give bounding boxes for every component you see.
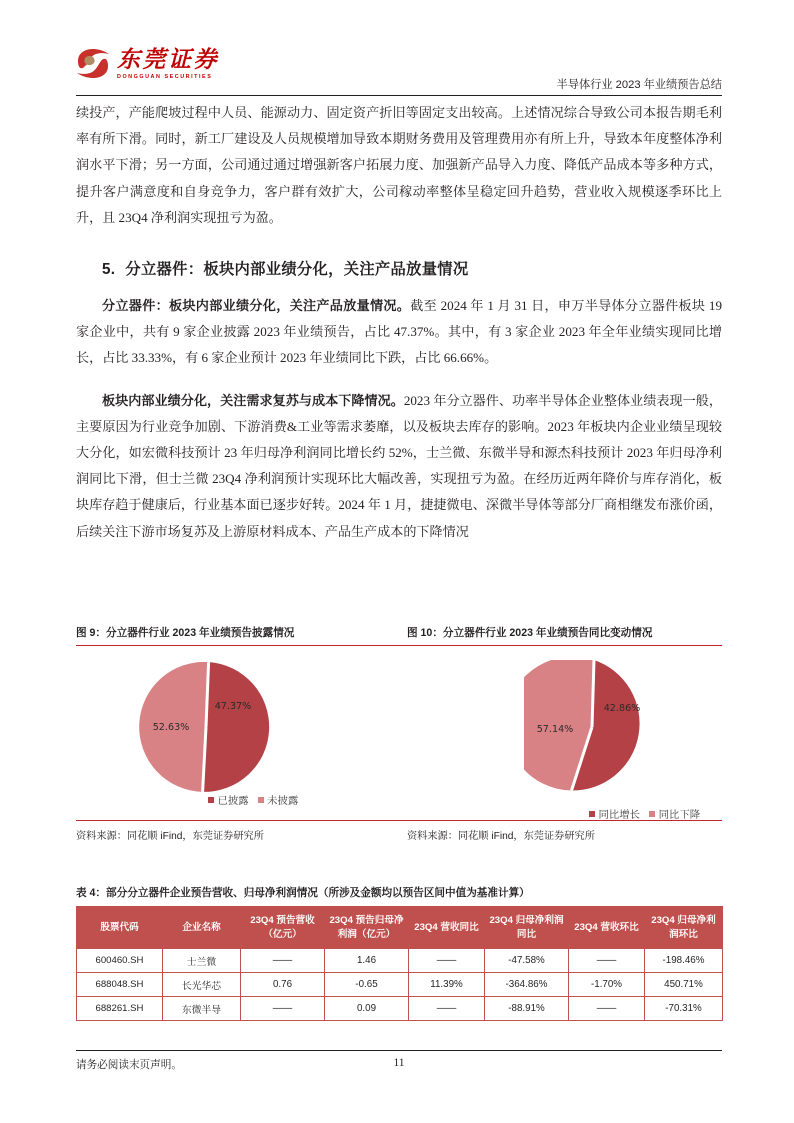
paragraph-2-lead: 分立器件：板块内部业绩分化，关注产品放量情况。 [102,298,411,314]
paragraph-2 [76,293,722,372]
cell-company-name: 东微半导 [163,997,241,1021]
logo-english-text: DONGGUAN SECURITIES [117,74,213,80]
table-row [77,973,723,997]
col-revenue-yoy: 23Q4 营收同比 [409,907,485,949]
paragraph-3-rest: 2023 年分立器件、功率半导体企业整体业绩表现一般，主要原因为行业竞争加剧、下游消费&工业等需求萎靡，以及板块去库存的影响。2023 年板块内企业业绩呈现较大分化，如宏微科技预计 23 年归母净利润同比增长约 52%，士兰微、东微半导和源杰科技预计 2023 年归母净利润同比下滑，但士兰微 23Q4 净利润预计实现环比大幅改善，实现扭亏为盈。在经历近两年降价与库存消化，板块库存趋于健康后，行业基本面已逐步好转。2024 年 1 月，捷捷微电、深微半导体等部分厂商相继发布涨价函，后续关注下游市场复苏及上游原材料成本、产品生产成本的下降情况 [76,392,722,539]
footer-disclaimer: 请务必阅读末页声明。 [76,1059,182,1071]
page-number: 11 [393,1057,405,1069]
pie-chart-9-svg [138,662,274,792]
legend-label-disclosed: 已披露 [217,796,249,807]
table-caption: 表 4：部分分立器件企业预告营收、归母净利润情况（所涉及金额均以预告区间中值为基准计算） [76,887,530,899]
col-revenue-qoq: 23Q4 营收环比 [569,907,645,949]
footer-content [76,1051,722,1077]
cell-net-profit-qoq: -70.31% [645,997,723,1021]
section-heading [76,257,722,279]
pie-chart-10-svg [524,660,660,794]
cell-revenue-yoy: 11.39% [409,973,485,997]
table-header-row [77,907,723,949]
cell-revenue-forecast: —— [241,997,325,1021]
figure-9-source: 资料来源：同花顺 iFind，东莞证券研究所 [76,831,264,842]
legend-label-undisclosed: 未披露 [267,796,299,807]
pie-9-label-undisclosed: 52.63% [152,722,190,733]
table-row [77,997,723,1021]
pie-chart-9 [138,662,274,797]
table-row [77,949,723,973]
pie-10-label-increase: 42.86% [603,703,641,714]
figure-9-cell [76,646,399,822]
legend-item-disclosed [208,792,249,807]
cell-revenue-qoq: -1.70% [569,973,645,997]
cell-revenue-qoq: —— [569,997,645,1021]
logo-swoosh-icon [76,48,110,79]
figure-9-caption: 图 9：分立器件行业 2023 年业绩预告披露情况 [76,627,295,639]
table-head [77,907,723,949]
legend-swatch-decrease [649,811,655,817]
paragraph-3-lead: 板块内部业绩分化，关注需求复苏与成本下降情况。 [102,392,404,408]
paragraph-continued: 续投产，产能爬坡过程中人员、能源动力、固定资产折旧等固定支出较高。上述情况综合导致公司本报告期毛利率有所下滑。同时，新工厂建设及人员规模增加导致本期财务费用及管理费用亦有所上升，导致本年度整体净利润水平下滑；另一方面，公司通过通过增强新客户拓展力度、加强新产品导入力度、降低产品成本等多种方式，提升客户满意度和自身竞争力，客户群有效扩大，公司稼动率整体呈稳定回升趋势，营业收入规模逐季环比上升，且 23Q4 净利润实现扭亏为盈。 [76,105,722,225]
cell-net-profit-qoq: -198.46% [645,949,723,973]
paragraph-3 [76,388,722,545]
cell-revenue-yoy: —— [409,997,485,1021]
cell-stock-code: 688261.SH [77,997,163,1021]
logo-chinese-text: 东莞证券 [117,47,219,72]
paragraph-2-rest: 截至 2024 年 1 月 31 日，申万半导体分立器件板块 19 家企业中，共有 9 家企业披露 2023 年业绩预告，占比 47.37%。其中，有 3 家企业 2023 年全年业绩实现同比增长，占比 33.33%，有 6 家企业预计 2023 年业绩同比下跌，占比 66.66%。 [76,298,723,366]
legend-label-increase: 同比增长 [598,810,641,821]
section-number: 5. [102,261,116,279]
legend-item-increase [589,806,640,821]
table-block [76,885,722,1021]
col-revenue-forecast: 23Q4 预告营收（亿元） [241,907,325,949]
figure-10-caption: 图 10：分立器件行业 2023 年业绩预告同比变动情况 [407,627,653,639]
cell-revenue-qoq: —— [569,949,645,973]
legend-swatch-disclosed [208,797,214,803]
col-net-profit-yoy: 23Q4 归母净利润同比 [485,907,569,949]
header-divider [76,95,722,96]
section-title: 分立器件：板块内部业绩分化，关注产品放量情况 [125,261,469,279]
figure-9-legend [208,792,298,807]
figure-body [76,645,722,821]
cell-net-profit-yoy: -364.86% [485,973,569,997]
col-net-profit-forecast: 23Q4 预告归母净利润（亿元） [325,907,409,949]
page-footer [76,1050,722,1077]
pie-9-label-disclosed: 47.37% [214,701,252,712]
col-net-profit-qoq: 23Q4 归母净利润环比 [645,907,723,949]
pie-chart-10 [524,660,660,799]
col-company-name: 企业名称 [163,907,241,949]
earnings-table [76,906,723,1021]
cell-net-profit-forecast: 1.46 [325,949,409,973]
legend-item-undisclosed [258,792,299,807]
cell-net-profit-forecast: 0.09 [325,997,409,1021]
figure-caption-row [76,625,722,645]
cell-revenue-forecast: 0.76 [241,973,325,997]
figure-10-source: 资料来源：同花顺 iFind，东莞证券研究所 [407,831,595,842]
legend-swatch-increase [589,811,595,817]
cell-stock-code: 688048.SH [77,973,163,997]
paragraph-spacer [76,372,722,388]
figure-10-legend [589,806,700,821]
cell-net-profit-forecast: -0.65 [325,973,409,997]
cell-net-profit-yoy: -47.58% [485,949,569,973]
figure-source-row [76,821,722,842]
pie-10-label-decrease: 57.14% [536,724,574,735]
legend-swatch-undisclosed [258,797,264,803]
page-header [0,0,794,96]
figure-block [76,625,722,842]
cell-company-name: 长光华芯 [163,973,241,997]
company-logo [76,48,219,80]
cell-net-profit-yoy: -88.91% [485,997,569,1021]
cell-company-name: 士兰微 [163,949,241,973]
col-stock-code: 股票代码 [77,907,163,949]
cell-revenue-yoy: —— [409,949,485,973]
figure-10-cell [399,646,722,822]
table-body [77,949,723,1021]
cell-stock-code: 600460.SH [77,949,163,973]
legend-item-decrease [649,806,700,821]
cell-revenue-forecast: —— [241,949,325,973]
legend-label-decrease: 同比下降 [658,810,701,821]
document-body [76,100,722,545]
running-header-title: 半导体行业 2023 年业绩预告总结 [556,79,722,91]
cell-net-profit-qoq: 450.71% [645,973,723,997]
